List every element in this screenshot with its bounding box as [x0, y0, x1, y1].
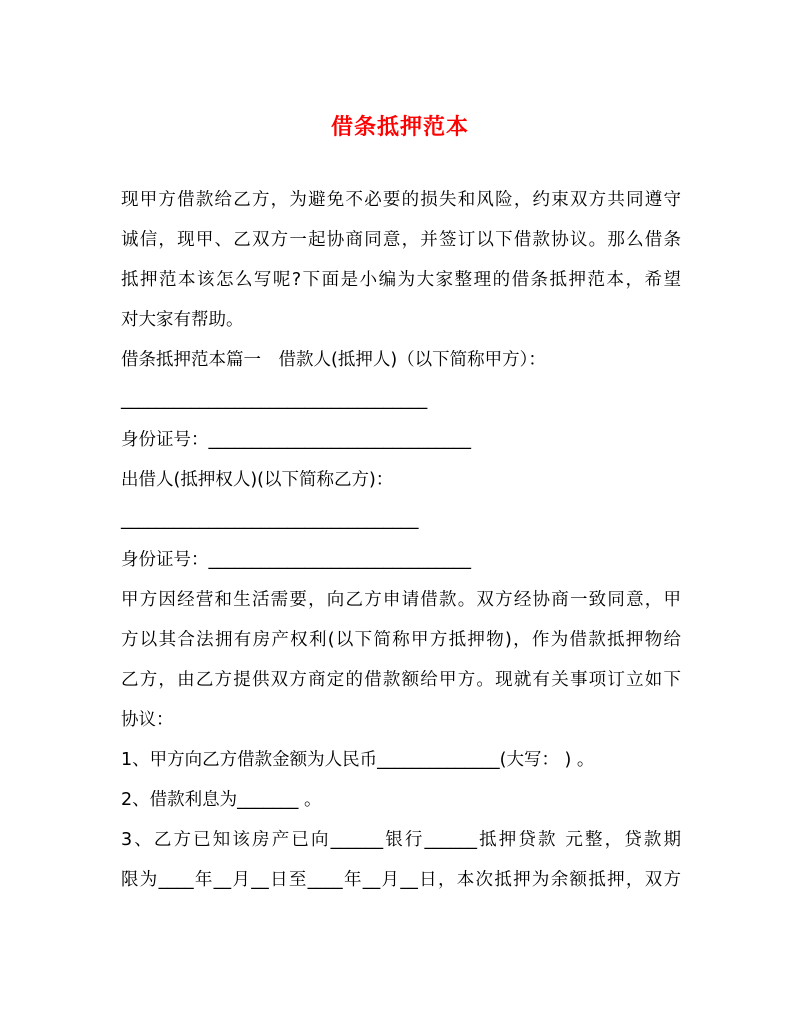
id-number-line: 身份证号：______________________________: [121, 550, 471, 570]
paragraph-line: 对大家有帮助。: [121, 310, 244, 330]
clause-line: 限为____年__月__日至____年__月__日，本次抵押为余额抵押，双方: [121, 870, 681, 890]
paragraph-line: 乙方，由乙方提供双方商定的借款额给甲方。现就有关事项订立如下: [121, 670, 681, 690]
lender-line: 出借人(抵押权人)(以下简称乙方)：: [121, 470, 394, 490]
paragraph-line: 抵押范本该怎么写呢?下面是小编为大家整理的借条抵押范本，希望: [121, 270, 681, 290]
document-body: [121, 180, 681, 900]
clause-line: 1、甲方向乙方借款金额为人民币______________(大写： ) 。: [121, 750, 595, 770]
paragraph-line: 甲方因经营和生活需要，向乙方申请借款。双方经协商一致同意，甲: [121, 590, 681, 610]
paragraph-line: 现甲方借款给乙方，为避免不必要的损失和风险，约束双方共同遵守: [121, 190, 681, 210]
document-title: 借条抵押范本: [330, 114, 469, 140]
section-heading-line: 借条抵押范本篇一 借款人(抵押人)（以下简称甲方）：: [121, 350, 546, 370]
clause-line: 2、借款利息为_______ 。: [121, 790, 322, 810]
clause-line: 3、乙方已知该房产已向______银行______抵押贷款 元整，贷款期: [121, 830, 681, 850]
id-number-line: 身份证号：______________________________: [121, 430, 471, 450]
paragraph-line: 协议：: [121, 710, 174, 730]
blank-fill-line: __________________________________: [121, 510, 419, 530]
blank-fill-line: ___________________________________: [121, 390, 428, 410]
paragraph-line: 方以其合法拥有房产权利(以下简称甲方抵押物)，作为借款抵押物给: [121, 630, 681, 650]
paragraph-line: 诚信，现甲、乙双方一起协商同意，并签订以下借款协议。那么借条: [121, 230, 681, 250]
